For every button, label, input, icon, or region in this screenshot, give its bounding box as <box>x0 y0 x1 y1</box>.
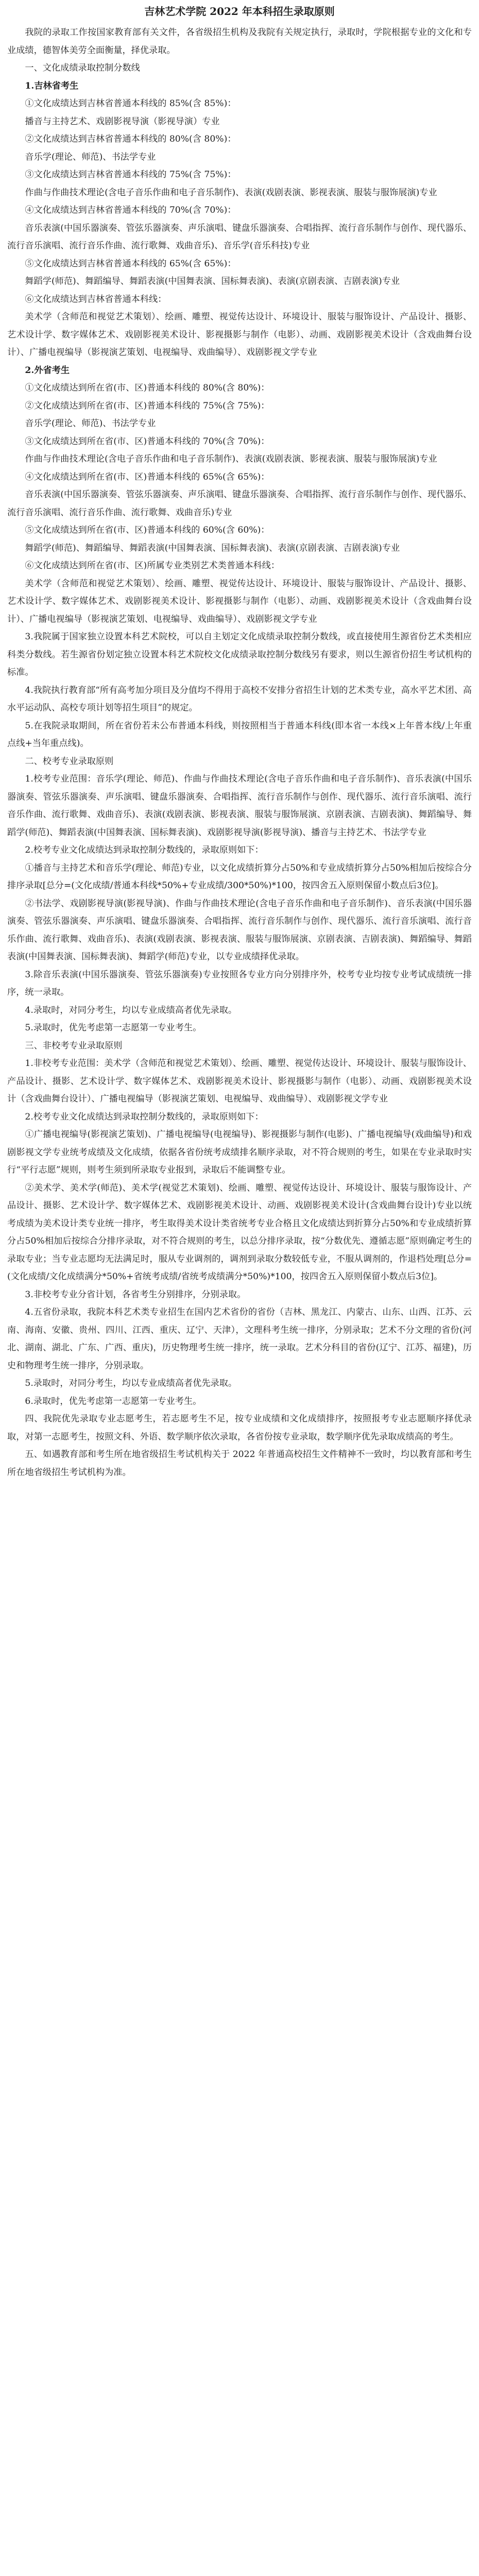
paragraph: 二、校考专业录取原则 <box>25 756 114 767</box>
paragraph: 我院的录取工作按国家教育部有关文件，各省级招生机构及我院有关规定执行，录取时，学院根据专业的文化和专业成绩，德智体美劳全面衡量，择优录取。 <box>7 27 472 56</box>
paragraph: 4.五省份录取，我院本科艺术类专业招生在国内艺术省份的省份（吉林、黑龙江、内蒙古、山东、山西、江苏、云南、海南、安徽、贵州、四川、江西、重庆、辽宁、天津），文理科考生统一排序，分别录取；艺术不分文理的省份(河北、湖南、湖北、广东、广西、重庆)，历史物理考生统一排序，统一录取。艺术分科目的省份(辽宁、江苏、福建)，历史和物理考生统一排序，分别录取。 <box>7 1307 472 1371</box>
paragraph: ⑥文化成绩达到所在省(市、区)所属专业类别艺术类普通本科线： <box>25 561 280 571</box>
paragraph: ②文化成绩达到吉林省普通本科线的 80%(含 80%)： <box>25 134 236 144</box>
paragraph: 音乐表演(中国乐器演奏、管弦乐器演奏、声乐演唱、键盘乐器演奏、合唱指挥、流行音乐制作与创作、现代器乐、流行音乐演唱、流行音乐作曲、流行歌舞、戏曲音乐)、音乐学(音乐科技)专业 <box>7 223 472 251</box>
paragraph: 作曲与作曲技术理论(含电子音乐作曲和电子音乐制作)、表演(戏剧表演、影视表演、服装与服饰展演)专业 <box>25 454 437 464</box>
paragraph: 作曲与作曲技术理论(含电子音乐作曲和电子音乐制作)、表演(戏剧表演、影视表演、服装与服饰展演)专业 <box>25 187 437 198</box>
paragraph: 五、如遇教育部和考生所在地省级招生考试机构关于 2022 年普通高校招生文件精神不一致时，均以教育部和考生所在地省级招生考试机构为准。 <box>7 1449 472 1478</box>
paragraph: ①文化成绩达到所在省(市、区)普通本科线的 80%(含 80%)： <box>25 383 270 393</box>
paragraph: 音乐表演(中国乐器演奏、管弦乐器演奏、声乐演唱、键盘乐器演奏、合唱指挥、流行音乐制作与创作、现代器乐、流行音乐演唱、流行音乐作曲、流行歌舞、戏曲音乐)专业 <box>7 489 472 518</box>
paragraph: 1.校考专业范围：音乐学(理论、师范)、作曲与作曲技术理论(含电子音乐作曲和电子音乐制作)、音乐表演(中国乐器演奏、管弦乐器演奏、声乐演唱、键盘乐器演奏、合唱指挥、流行音乐制作与创作、现代器乐、流行音乐演唱、流行音乐作曲、流行歌舞、戏曲音乐)、表演(戏剧表演、影视表演、服装与服饰展演、京剧表演、吉剧表演)、舞蹈编导、舞蹈学(师范)、舞蹈表演(中国舞表演、国标舞表演)、戏剧影视导演(影视导演)、播音与主持艺术、书法学专业 <box>7 774 472 838</box>
paragraph: 2.校考专业文化成绩达到录取控制分数线的，录取原则如下： <box>25 845 264 855</box>
paragraph: ②文化成绩达到所在省(市、区)普通本科线的 75%(含 75%)： <box>25 400 270 411</box>
paragraph: ②书法学、戏剧影视导演(影视导演)、作曲与作曲技术理论(含电子音乐作曲和电子音乐制作)、音乐表演(中国乐器演奏、管弦乐器演奏、声乐演唱、键盘乐器演奏、合唱指挥、流行音乐制作与创作、现代器乐、流行音乐演唱、流行音乐作曲、流行歌舞、戏曲音乐)、表演(戏剧表演、影视表演、服装与服饰展演、京剧表演、吉剧表演)、舞蹈编导、舞蹈表演(中国舞表演、国标舞表演)、舞蹈学(师范)专业，以专业成绩择优录取。 <box>7 898 472 962</box>
paragraph: 3.非校考专业分省计划，各省考生分别排序，分别录取。 <box>25 1289 246 1300</box>
paragraph: ⑥文化成绩达到吉林省普通本科线： <box>25 294 167 304</box>
paragraph: 一、文化成绩录取控制分数线 <box>25 63 140 73</box>
paragraph: 4.我院执行教育部“所有高考加分项目及分值均不得用于高校不安排分省招生计划的艺术类专业，高水平艺术团、高水平运动队、高校专项计划等招生项目”的规定。 <box>7 685 472 713</box>
paragraph: ①广播电视编导(影视演艺策划)、广播电视编导(电视编导)、影视摄影与制作(电影)、广播电视编导(戏曲编导)和戏剧影视文学专业统考成绩及文化成绩，依据各省份统考成绩排名顺序录取，对不符合规则的考生，如果在专业录取时实行“平行志愿”规则，则考生须到所录取专业报到，录取后不能调整专业。 <box>7 1129 472 1175</box>
paragraph: 2.校考专业文化成绩达到录取控制分数线的，录取原则如下： <box>25 1111 264 1122</box>
paragraph: ②美术学、美术学(师范)、美术学(视觉艺术策划)、绘画、雕塑、视觉传达设计、环境设计、服装与服饰设计、产品设计、摄影、艺术设计学、数字媒体艺术、戏剧影视美术设计、动画、戏剧影视美术设计(含戏曲舞台设计)专业以统考成绩为美术设计类专业统一排序，考生取得美术设计类省统考专业合格且文化成绩达到折算分占50%和专业成绩折算分占50%相加后按综合分排序录取，对不符合规则的考生，以总分排序录取，按“分数优先、遵循志愿”原则确定考生的录取专业；当专业志愿均无法满足时，服从专业调剂的，调剂到录取分数较低专业，不服从调剂的，作退档处理[总分=(文化成绩/文化成绩满分*50%+省统考成绩/省统考成绩满分*50%)*100，按四舍五入原则保留小数点后3位]。 <box>7 1182 472 1282</box>
paragraph: ④文化成绩达到吉林省普通本科线的 70%(含 70%)： <box>25 205 236 215</box>
paragraph: 美术学（含师范和视觉艺术策划）、绘画、雕塑、视觉传达设计、环境设计、服装与服饰设计、产品设计、摄影、艺术设计学、数字媒体艺术、戏剧影视美术设计、影视摄影与制作（电影）、动画、戏剧影视美术设计（含戏曲舞台设计）、广播电视编导（影视演艺策划、电视编导、戏曲编导）、戏剧影视文学专业 <box>7 312 472 358</box>
paragraph: 音乐学(理论、师范)、书法学专业 <box>25 418 156 429</box>
paragraph: 播音与主持艺术、戏剧影视导演（影视导演）专业 <box>25 116 220 127</box>
paragraph: 5.录取时，优先考虑第一志愿第一专业考生。 <box>25 1023 202 1033</box>
paragraph: ⑤文化成绩达到所在省(市、区)普通本科线的 60%(含 60%)： <box>25 525 270 535</box>
paragraph: 舞蹈学(师范)、舞蹈编导、舞蹈表演(中国舞表演、国标舞表演)、表演(京剧表演、吉剧表演)专业 <box>25 543 400 553</box>
paragraph: ⑤文化成绩达到吉林省普通本科线的 65%(含 65%)： <box>25 258 236 269</box>
paragraph: 1.吉林省考生 <box>25 80 79 91</box>
paragraph: ①播音与主持艺术和音乐学(理论、师范)专业，以文化成绩折算分占50%和专业成绩折算分占50%相加后按综合分排序录取[总分=(文化成绩/普通本科线*50%+专业成绩/300*50%)*100，按四舍五入原则保留小数点后3位]。 <box>7 862 472 891</box>
paragraph: 3.除音乐表演(中国乐器演奏、管弦乐器演奏)专业按照各专业方向分别排序外，校考专业均按专业考试成绩统一排序，统一录取。 <box>7 969 472 997</box>
paragraph: 5.在我院录取期间，所在省份若未公布普通本科线，则按照相当于普通本科线(即本省一本线×上年普本线/上年重点线+当年重点线)。 <box>7 720 472 749</box>
paragraph: 6.录取时，优先考虑第一志愿第一专业考生。 <box>25 1396 202 1406</box>
paragraph: ④文化成绩达到所在省(市、区)普通本科线的 65%(含 65%)： <box>25 471 270 482</box>
paragraph: ③文化成绩达到吉林省普通本科线的 75%(含 75%)： <box>25 170 236 180</box>
paragraph: 三、非校考专业录取原则 <box>25 1040 123 1051</box>
paragraph: 四、我院优先录取专业志愿考生，若志愿考生不足，按专业成绩和文化成绩排序，按照报考专业志愿顺序择优录取，对第一志愿考生，按照文科、外语、数学顺序依次录取，各省份按专业录取，数学顺序优先录取成绩高的考生。 <box>7 1414 472 1442</box>
paragraph: ③文化成绩达到所在省(市、区)普通本科线的 70%(含 70%)： <box>25 436 270 447</box>
document-body <box>7 24 472 1481</box>
paragraph: 音乐学(理论、师范)、书法学专业 <box>25 151 156 162</box>
paragraph: 2.外省考生 <box>25 365 70 376</box>
paragraph: 4.录取时，对同分考生，均以专业成绩高者优先录取。 <box>25 1005 237 1015</box>
paragraph: 美术学（含师范和视觉艺术策划）、绘画、雕塑、视觉传达设计、环境设计、服装与服饰设计、产品设计、摄影、艺术设计学、数字媒体艺术、戏剧影视美术设计、影视摄影与制作（电影）、动画、戏剧影视美术设计（含戏曲舞台设计）、广播电视编导（影视演艺策划、电视编导、戏曲编导）、戏剧影视文学专业 <box>7 578 472 624</box>
paragraph: 5.录取时，对同分考生，均以专业成绩高者优先录取。 <box>25 1378 237 1388</box>
page-title: 吉林艺术学院 2022 年本科招生录取原则 <box>144 5 335 18</box>
paragraph: 1.非校考专业范围：美术学（含师范和视觉艺术策划）、绘画、雕塑、视觉传达设计、环境设计、服装与服饰设计、产品设计、摄影、艺术设计学、数字媒体艺术、戏剧影视美术设计、影视摄影与制作（电影）、动画、戏剧影视美术设计（含戏曲舞台设计）、广播电视编导（影视演艺策划、电视编导、戏曲编导）、戏剧影视文学专业 <box>7 1058 472 1104</box>
paragraph: ①文化成绩达到吉林省普通本科线的 85%(含 85%)： <box>25 98 236 109</box>
paragraph: 3.我院属于国家独立设置本科艺术院校，可以自主划定文化成绩录取控制分数线，或直接使用生源省份艺术类相应科类分数线。若生源省份划定独立设置本科艺术院校文化成绩录取控制分数线另有要求，则以生源省份招生考试机构的标准。 <box>7 632 472 677</box>
paragraph: 舞蹈学(师范)、舞蹈编导、舞蹈表演(中国舞表演、国标舞表演)、表演(京剧表演、吉剧表演)专业 <box>25 276 400 286</box>
